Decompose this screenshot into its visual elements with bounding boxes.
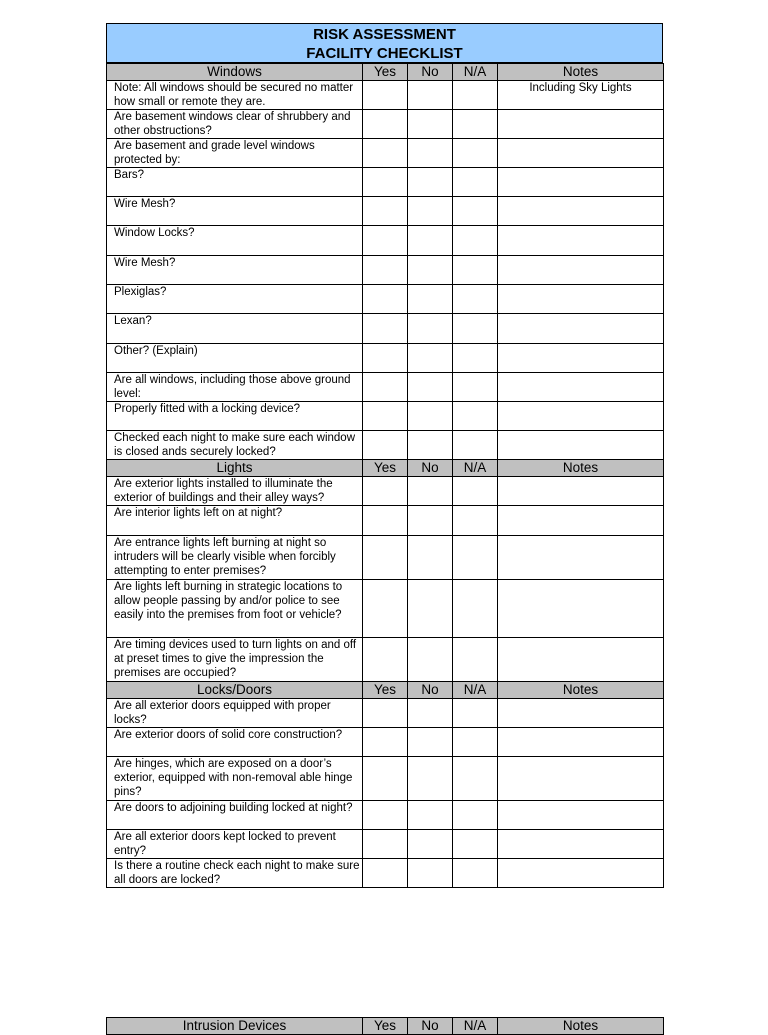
answer-yes-cell[interactable] xyxy=(363,197,408,226)
question-text: Are exterior doors of solid core construction? xyxy=(107,728,363,757)
answer-na-cell[interactable] xyxy=(453,477,498,506)
checklist-row xyxy=(107,830,664,859)
answer-yes-cell[interactable] xyxy=(363,699,408,728)
notes-cell[interactable] xyxy=(498,638,664,682)
answer-na-cell[interactable] xyxy=(453,757,498,801)
column-notes: Notes xyxy=(498,682,664,699)
checklist-row xyxy=(107,168,664,197)
notes-cell[interactable] xyxy=(498,285,664,314)
answer-yes-cell[interactable] xyxy=(363,801,408,830)
column-yes: Yes xyxy=(363,64,408,81)
question-text: Wire Mesh? xyxy=(107,256,363,285)
answer-na-cell[interactable] xyxy=(453,81,498,110)
answer-na-cell[interactable] xyxy=(453,197,498,226)
checklist-row xyxy=(107,638,664,682)
checklist-row xyxy=(107,110,664,139)
next-section-table xyxy=(106,1017,664,1035)
answer-no-cell[interactable] xyxy=(408,580,453,638)
answer-yes-cell[interactable] xyxy=(363,859,408,888)
notes-cell[interactable] xyxy=(498,110,664,139)
answer-no-cell[interactable] xyxy=(408,638,453,682)
answer-na-cell[interactable] xyxy=(453,256,498,285)
checklist-row xyxy=(107,314,664,344)
section-header-locks-doors xyxy=(107,682,664,699)
answer-na-cell[interactable] xyxy=(453,402,498,431)
section-header-intrusion-devices xyxy=(107,1018,664,1035)
answer-na-cell[interactable] xyxy=(453,801,498,830)
notes-cell[interactable] xyxy=(498,580,664,638)
answer-na-cell[interactable] xyxy=(453,830,498,859)
answer-na-cell[interactable] xyxy=(453,699,498,728)
answer-no-cell[interactable] xyxy=(408,373,453,402)
column-notes: Notes xyxy=(498,64,664,81)
notes-cell[interactable]: Including Sky Lights xyxy=(498,81,664,110)
column-no: No xyxy=(408,1018,453,1035)
question-text: Wire Mesh? xyxy=(107,197,363,226)
answer-yes-cell[interactable] xyxy=(363,757,408,801)
answer-no-cell[interactable] xyxy=(408,536,453,580)
checklist-row xyxy=(107,506,664,536)
answer-yes-cell[interactable] xyxy=(363,226,408,256)
question-text: Properly fitted with a locking device? xyxy=(107,402,363,431)
checklist-row xyxy=(107,536,664,580)
answer-na-cell[interactable] xyxy=(453,536,498,580)
answer-yes-cell[interactable] xyxy=(363,314,408,344)
notes-cell[interactable] xyxy=(498,344,664,373)
answer-na-cell[interactable] xyxy=(453,728,498,757)
notes-cell[interactable] xyxy=(498,431,664,460)
checklist-row xyxy=(107,402,664,431)
answer-yes-cell[interactable] xyxy=(363,139,408,168)
notes-cell[interactable] xyxy=(498,699,664,728)
answer-na-cell[interactable] xyxy=(453,859,498,888)
column-notes: Notes xyxy=(498,460,664,477)
notes-cell[interactable] xyxy=(498,256,664,285)
answer-yes-cell[interactable] xyxy=(363,506,408,536)
answer-yes-cell[interactable] xyxy=(363,168,408,197)
checklist-row xyxy=(107,344,664,373)
answer-na-cell[interactable] xyxy=(453,139,498,168)
section-header-lights xyxy=(107,460,664,477)
checklist-row xyxy=(107,757,664,801)
answer-no-cell[interactable] xyxy=(408,197,453,226)
checklist-row xyxy=(107,801,664,830)
answer-na-cell[interactable] xyxy=(453,226,498,256)
answer-na-cell[interactable] xyxy=(453,110,498,139)
answer-yes-cell[interactable] xyxy=(363,477,408,506)
question-text: Are all exterior doors equipped with proper locks? xyxy=(107,699,363,728)
notes-cell[interactable] xyxy=(498,226,664,256)
column-na: N/A xyxy=(453,1018,498,1035)
answer-na-cell[interactable] xyxy=(453,344,498,373)
notes-cell[interactable] xyxy=(498,314,664,344)
answer-yes-cell[interactable] xyxy=(363,110,408,139)
checklist-row xyxy=(107,197,664,226)
answer-yes-cell[interactable] xyxy=(363,638,408,682)
answer-yes-cell[interactable] xyxy=(363,431,408,460)
question-text: Are all windows, including those above ground level: xyxy=(107,373,363,402)
answer-yes-cell[interactable] xyxy=(363,402,408,431)
answer-no-cell[interactable] xyxy=(408,859,453,888)
column-no: No xyxy=(408,64,453,81)
checklist-table xyxy=(106,63,664,888)
question-text: Are timing devices used to turn lights on and off at preset times to give the impression the premises are occupied? xyxy=(107,638,363,682)
answer-yes-cell[interactable] xyxy=(363,256,408,285)
answer-no-cell[interactable] xyxy=(408,477,453,506)
answer-na-cell[interactable] xyxy=(453,506,498,536)
notes-cell[interactable] xyxy=(498,830,664,859)
notes-cell[interactable] xyxy=(498,197,664,226)
answer-na-cell[interactable] xyxy=(453,638,498,682)
question-text: Other? (Explain) xyxy=(107,344,363,373)
notes-cell[interactable] xyxy=(498,859,664,888)
section-title: Windows xyxy=(107,64,363,81)
column-na: N/A xyxy=(453,64,498,81)
question-text: Are basement and grade level windows protected by: xyxy=(107,139,363,168)
notes-cell[interactable] xyxy=(498,477,664,506)
question-text: Plexiglas? xyxy=(107,285,363,314)
question-text: Is there a routine check each night to make sure all doors are locked? xyxy=(107,859,363,888)
question-text: Note: All windows should be secured no matter how small or remote they are. xyxy=(107,81,363,110)
checklist-row xyxy=(107,139,664,168)
checklist-row xyxy=(107,285,664,314)
answer-no-cell[interactable] xyxy=(408,728,453,757)
notes-cell[interactable] xyxy=(498,506,664,536)
question-text: Bars? xyxy=(107,168,363,197)
answer-no-cell[interactable] xyxy=(408,757,453,801)
answer-no-cell[interactable] xyxy=(408,801,453,830)
question-text: Are entrance lights left burning at night so intruders will be clearly visible when forcibly attempting to enter premises? xyxy=(107,536,363,580)
column-no: No xyxy=(408,460,453,477)
question-text: Are interior lights left on at night? xyxy=(107,506,363,536)
answer-na-cell[interactable] xyxy=(453,168,498,197)
answer-yes-cell[interactable] xyxy=(363,536,408,580)
title-line-2: FACILITY CHECKLIST xyxy=(306,45,463,62)
answer-no-cell[interactable] xyxy=(408,431,453,460)
checklist-row xyxy=(107,580,664,638)
answer-no-cell[interactable] xyxy=(408,314,453,344)
column-yes: Yes xyxy=(363,460,408,477)
notes-cell[interactable] xyxy=(498,728,664,757)
column-no: No xyxy=(408,682,453,699)
column-notes: Notes xyxy=(498,1018,664,1035)
question-text: Are hinges, which are exposed on a door’s exterior, equipped with non-removal able hinge pins? xyxy=(107,757,363,801)
notes-cell[interactable] xyxy=(498,139,664,168)
answer-na-cell[interactable] xyxy=(453,431,498,460)
column-yes: Yes xyxy=(363,1018,408,1035)
checklist-row xyxy=(107,699,664,728)
title-line-1: RISK ASSESSMENT xyxy=(313,26,456,43)
section-header-windows xyxy=(107,64,664,81)
column-na: N/A xyxy=(453,460,498,477)
question-text: Are lights left burning in strategic locations to allow people passing by and/or police to see easily into the premises from foot or vehicle? xyxy=(107,580,363,638)
answer-yes-cell[interactable] xyxy=(363,285,408,314)
question-text: Window Locks? xyxy=(107,226,363,256)
answer-no-cell[interactable] xyxy=(408,506,453,536)
answer-no-cell[interactable] xyxy=(408,402,453,431)
checklist-row xyxy=(107,373,664,402)
answer-no-cell[interactable] xyxy=(408,699,453,728)
checklist-row xyxy=(107,728,664,757)
checklist-row xyxy=(107,81,664,110)
checklist-row xyxy=(107,431,664,460)
question-text: Are basement windows clear of shrubbery and other obstructions? xyxy=(107,110,363,139)
notes-cell[interactable] xyxy=(498,757,664,801)
notes-cell[interactable] xyxy=(498,373,664,402)
answer-no-cell[interactable] xyxy=(408,81,453,110)
checklist-row xyxy=(107,226,664,256)
notes-cell[interactable] xyxy=(498,402,664,431)
answer-na-cell[interactable] xyxy=(453,285,498,314)
question-text: Are doors to adjoining building locked at night? xyxy=(107,801,363,830)
checklist-row xyxy=(107,859,664,888)
column-na: N/A xyxy=(453,682,498,699)
answer-na-cell[interactable] xyxy=(453,314,498,344)
answer-no-cell[interactable] xyxy=(408,344,453,373)
answer-no-cell[interactable] xyxy=(408,285,453,314)
answer-no-cell[interactable] xyxy=(408,110,453,139)
notes-cell[interactable] xyxy=(498,536,664,580)
column-yes: Yes xyxy=(363,682,408,699)
answer-no-cell[interactable] xyxy=(408,830,453,859)
answer-yes-cell[interactable] xyxy=(363,344,408,373)
answer-yes-cell[interactable] xyxy=(363,373,408,402)
question-text: Lexan? xyxy=(107,314,363,344)
section-title: Intrusion Devices xyxy=(107,1018,363,1035)
notes-cell[interactable] xyxy=(498,168,664,197)
section-title: Locks/Doors xyxy=(107,682,363,699)
next-section xyxy=(106,1017,663,1035)
answer-no-cell[interactable] xyxy=(408,256,453,285)
checklist-row xyxy=(107,477,664,506)
section-title: Lights xyxy=(107,460,363,477)
question-text: Checked each night to make sure each window is closed ands securely locked? xyxy=(107,431,363,460)
answer-yes-cell[interactable] xyxy=(363,580,408,638)
answer-yes-cell[interactable] xyxy=(363,830,408,859)
answer-na-cell[interactable] xyxy=(453,373,498,402)
answer-yes-cell[interactable] xyxy=(363,81,408,110)
checklist-title xyxy=(106,23,663,63)
question-text: Are all exterior doors kept locked to prevent entry? xyxy=(107,830,363,859)
answer-no-cell[interactable] xyxy=(408,226,453,256)
answer-no-cell[interactable] xyxy=(408,168,453,197)
answer-na-cell[interactable] xyxy=(453,580,498,638)
question-text: Are exterior lights installed to illuminate the exterior of buildings and their alley ways? xyxy=(107,477,363,506)
checklist-row xyxy=(107,256,664,285)
answer-yes-cell[interactable] xyxy=(363,728,408,757)
checklist-sheet xyxy=(106,23,663,888)
notes-cell[interactable] xyxy=(498,801,664,830)
answer-no-cell[interactable] xyxy=(408,139,453,168)
